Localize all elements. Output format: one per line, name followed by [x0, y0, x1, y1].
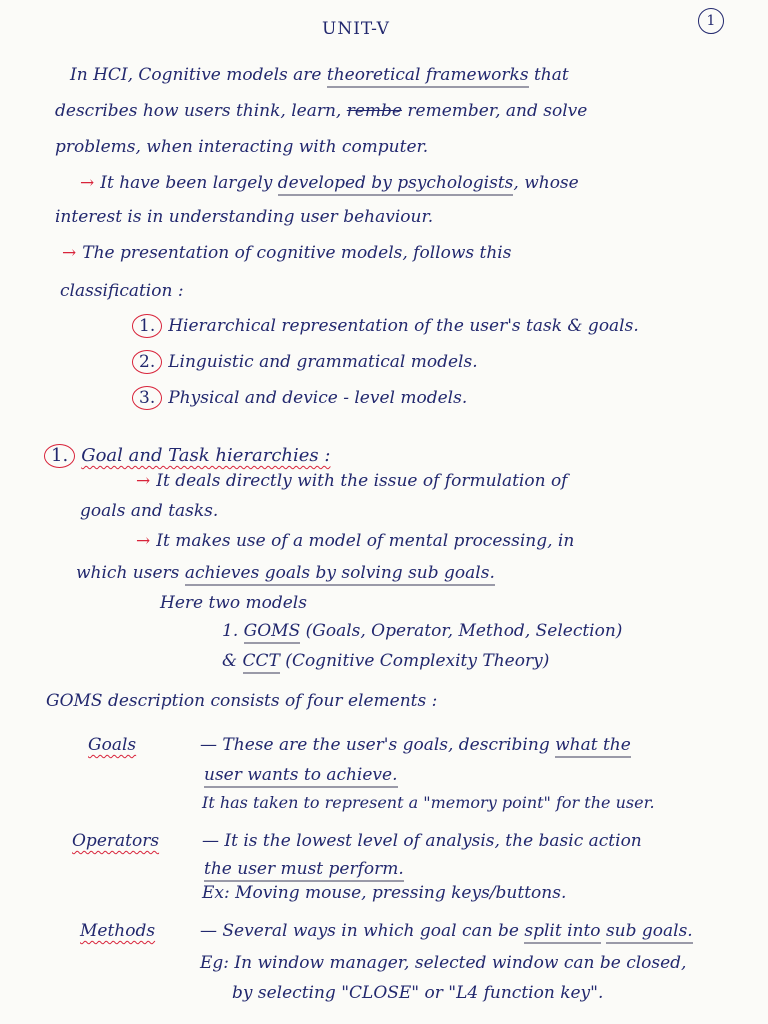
goms-operators-line-1: [72, 830, 642, 852]
class-line-2: classification :: [60, 281, 184, 301]
class-text-a: The presentation of cognitive models, follows this: [82, 243, 512, 263]
classification-text: Physical and device - level models.: [168, 388, 468, 408]
model-name-cct: CCT: [243, 651, 280, 674]
section-heading-text: Goal and Task hierarchies :: [81, 445, 331, 466]
term-sub-goals: sub goals.: [606, 921, 693, 944]
classification-item: [132, 350, 478, 374]
psych-text-c: , whose: [513, 173, 579, 193]
term-theoretical-frameworks: theoretical frameworks: [327, 65, 529, 88]
class-line-1: [62, 242, 511, 264]
term-what-the: what the: [555, 735, 631, 758]
intro-text-1c: that: [528, 65, 569, 85]
section-1-bullet-1: [136, 470, 567, 492]
term-operators: Operators: [72, 831, 160, 851]
goms-operators-line-3: Ex: Moving mouse, pressing keys/buttons.: [202, 883, 567, 903]
classification-text: Linguistic and grammatical models.: [168, 352, 478, 372]
model-desc: (Cognitive Complexity Theory): [279, 651, 550, 671]
goms-operators-line-2: [204, 858, 404, 880]
page-number: 1: [698, 8, 724, 34]
goms-methods-line-1: [80, 920, 693, 942]
bullet-text: It makes use of a model of mental processing, in: [156, 531, 575, 551]
psych-line-2: interest is in understanding user behaviour.: [55, 207, 434, 227]
intro-text-2b: remember, and solve: [402, 101, 588, 121]
bullet-text: which users: [76, 563, 185, 583]
unit-title: UNIT-V: [322, 19, 390, 39]
section-number-circle: 1.: [44, 444, 75, 468]
section-1-bullet-2-cont: [76, 562, 495, 584]
intro-line-2: [55, 100, 587, 122]
arrow-icon: →: [136, 471, 151, 491]
classification-text: Hierarchical representation of the user's task & goals.: [168, 316, 639, 336]
term-developed-by-psychologists: developed by psychologists: [278, 173, 514, 196]
arrow-icon: →: [136, 531, 151, 551]
goms-intro: GOMS description consists of four elements :: [46, 691, 438, 711]
intro-line-3: problems, when interacting with computer.: [55, 137, 429, 157]
operators-text-underlined: the user must perform.: [204, 859, 404, 882]
item-number-circle: 2.: [132, 350, 162, 374]
goms-goals-line-3: It has taken to represent a "memory point" for the user.: [202, 793, 655, 812]
model-name-goms: GOMS: [244, 621, 301, 644]
psych-text-a: It have been largely: [100, 173, 278, 193]
model-number: &: [222, 651, 238, 671]
intro-text-2a: describes how users think, learn,: [55, 101, 347, 121]
goals-text-underlined: user wants to achieve.: [204, 765, 398, 788]
psych-line-1: [80, 172, 579, 194]
term-methods: Methods: [80, 921, 156, 941]
bullet-text: It deals directly with the issue of formulation of: [156, 471, 568, 491]
intro-line-1: [70, 64, 569, 86]
model-desc: (Goals, Operator, Method, Selection): [300, 621, 623, 641]
model-number: 1.: [222, 621, 239, 641]
term-split-into: split into: [524, 921, 600, 944]
intro-text-1: In HCI, Cognitive models are: [70, 65, 327, 85]
goals-text: — These are the user's goals, describing: [200, 735, 556, 755]
classification-item: [132, 386, 467, 410]
section-1-bullet-1-cont: goals and tasks.: [80, 501, 219, 521]
section-1-bullet-2: [136, 530, 574, 552]
model-goms: [222, 620, 622, 642]
models-intro: Here two models: [160, 593, 307, 613]
classification-item: [132, 314, 639, 338]
section-1-heading: [44, 444, 330, 468]
operators-text: — It is the lowest level of analysis, the basic action: [202, 831, 642, 851]
term-goals: Goals: [88, 735, 137, 755]
struck-word: rembe: [346, 101, 402, 121]
item-number-circle: 3.: [132, 386, 162, 410]
goms-goals-line-1: [88, 734, 631, 756]
methods-text: — Several ways in which goal can be: [200, 921, 525, 941]
arrow-icon: →: [80, 173, 95, 193]
item-number-circle: 1.: [132, 314, 162, 338]
goms-methods-line-3: by selecting "CLOSE" or "L4 function key".: [232, 983, 604, 1003]
goms-goals-line-2: [204, 764, 398, 786]
term-achieves-goals: achieves goals by solving sub goals.: [185, 563, 495, 586]
arrow-icon: →: [62, 243, 77, 263]
goms-methods-line-2: Eg: In window manager, selected window can be closed,: [200, 953, 687, 973]
model-cct: [222, 650, 549, 672]
